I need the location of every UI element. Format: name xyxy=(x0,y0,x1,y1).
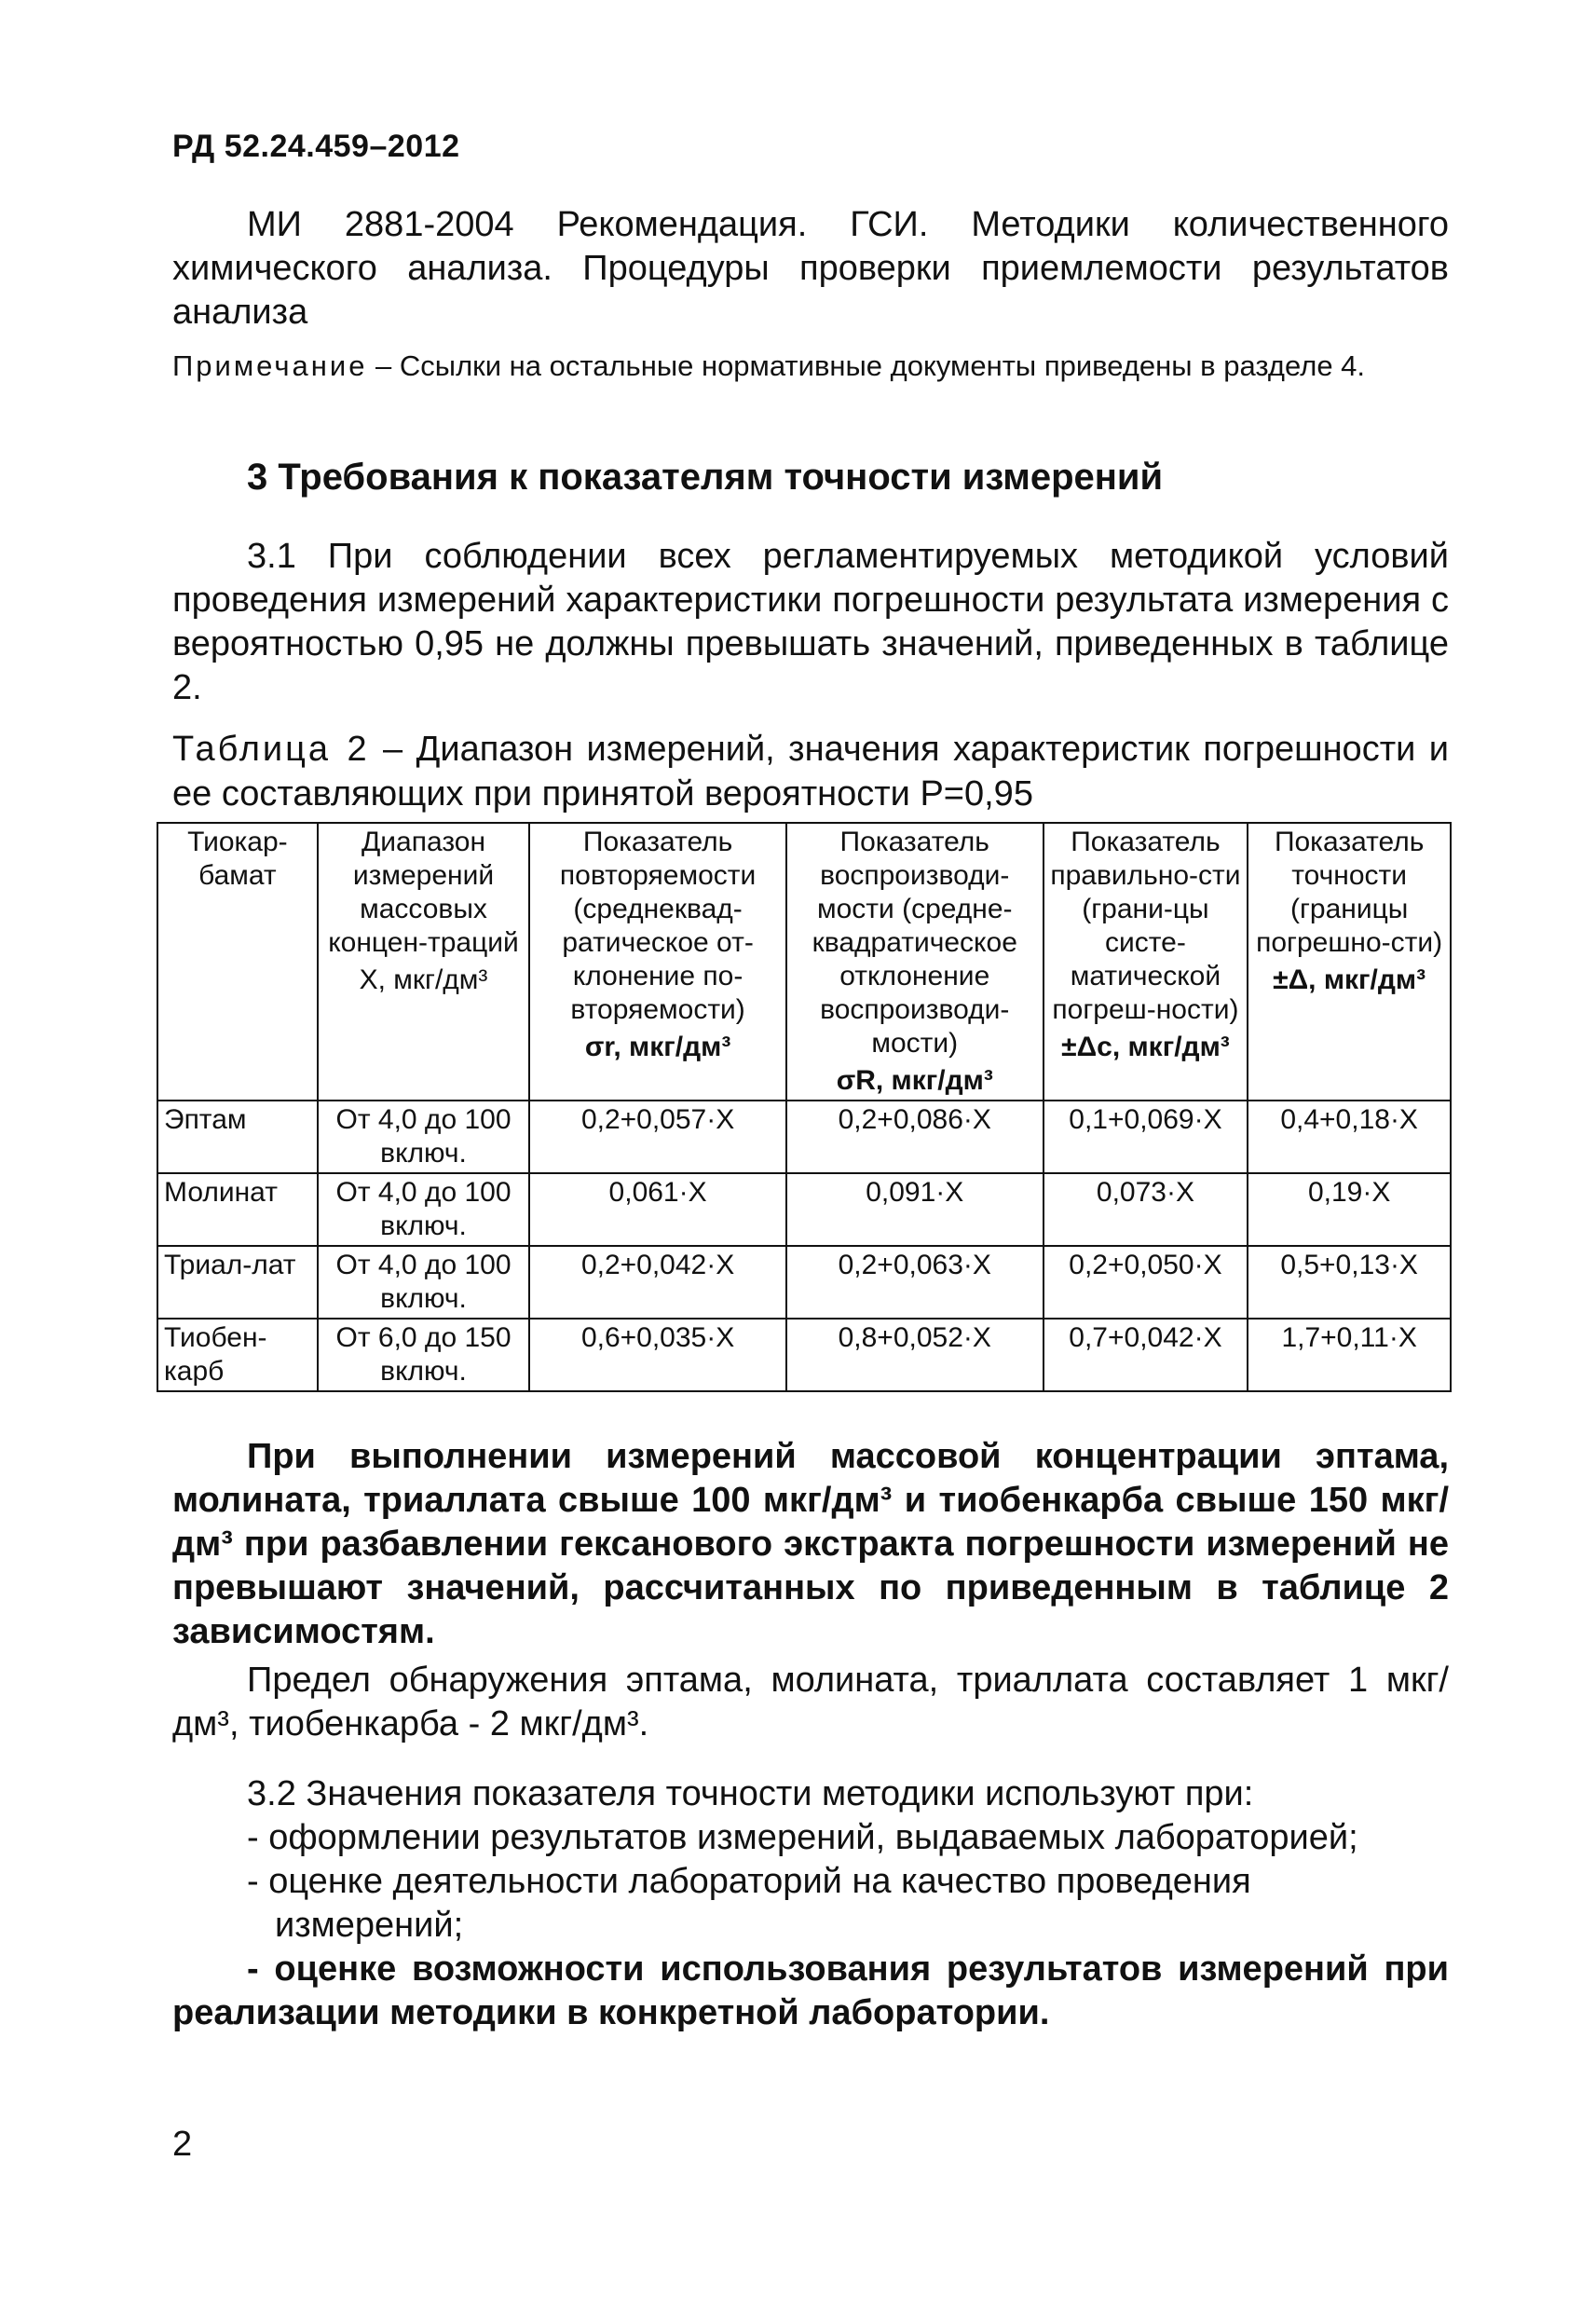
header-thiocarbamate: Тиокар-бамат xyxy=(157,823,318,1101)
paragraph-after-table xyxy=(172,1435,1449,1654)
table-cell: Тиобен-карб xyxy=(157,1319,318,1391)
table-row xyxy=(157,1101,1451,1173)
table-cell: 0,2+0,050·X xyxy=(1044,1246,1248,1319)
detection-limit-text: Предел обнаружения эптама, молината, триаллата составляет 1 мкг/дм³, тиобенкарба - 2 мкг/дм³. xyxy=(172,1661,1449,1744)
header-unit: X, мкг/дм³ xyxy=(359,964,488,995)
header-accuracy: Показатель точности (границы погрешно-сти) ±Δ, мкг/дм³ xyxy=(1248,823,1451,1101)
page-number: 2 xyxy=(172,2125,193,2164)
reference-mi-2881 xyxy=(172,203,1449,335)
table-cell: 0,19·X xyxy=(1248,1173,1451,1246)
table-cell: 0,091·X xyxy=(786,1173,1044,1246)
table-cell: 0,7+0,042·X xyxy=(1044,1319,1248,1391)
note-text: – Ссылки на остальные нормативные документы приведены в разделе 4. xyxy=(367,349,1366,382)
table-row xyxy=(157,1246,1451,1319)
header-unit: ±Δ, мкг/дм³ xyxy=(1273,964,1426,995)
list-item: - оценке возможности использования результатов измерений при реализации методики в конкретной лаборатории. xyxy=(172,1949,1449,2032)
list-item: - оценке деятельности лабораторий на качество проведения измерений; xyxy=(247,1862,1251,1945)
header-trueness: Показатель правильно-сти (грани-цы систе-матической погреш-ности) ±Δс, мкг/дм³ xyxy=(1044,823,1248,1101)
table-caption-label: Таблица 2 xyxy=(172,730,370,769)
table-cell: От 4,0 до 100 включ. xyxy=(318,1101,530,1173)
table-cell: От 4,0 до 100 включ. xyxy=(318,1246,530,1319)
table-caption-text: – Диапазон измерений, значения характеристик погрешности и ее составляющих при принятой вероятности P=0,95 xyxy=(172,730,1449,814)
table-cell: 1,7+0,11·X xyxy=(1248,1319,1451,1391)
paragraph-3-1 xyxy=(172,535,1449,710)
section-3-title: 3 Требования к показателям точности измерений xyxy=(247,457,1164,498)
table-cell: От 6,0 до 150 включ. xyxy=(318,1319,530,1391)
table-cell: От 4,0 до 100 включ. xyxy=(318,1173,530,1246)
table-cell: Триал-лат xyxy=(157,1246,318,1319)
header-unit: σR, мкг/дм³ xyxy=(836,1065,993,1096)
detection-limit xyxy=(172,1659,1449,1746)
table-cell: 0,4+0,18·X xyxy=(1248,1101,1451,1173)
paragraph-3-1-text: 3.1 При соблюдении всех регламентируемых методикой условий проведения измерений характеристики погрешности результата измерения с вероятностью 0,95 не должны превышать значений, приведенных в таблице 2. xyxy=(172,537,1449,707)
table-caption xyxy=(172,727,1449,816)
table-row xyxy=(157,1319,1451,1391)
table-cell: 0,1+0,069·X xyxy=(1044,1101,1248,1173)
table-cell: 0,061·X xyxy=(529,1173,786,1246)
dilution-paragraph: При выполнении измерений массовой концентрации эптама, молината, триаллата свыше 100 мкг/дм³ и тиобенкарба свыше 150 мкг/дм³ при разбавлении гексанового экстракта погрешности измерений не превышают значений, рассчитанных по приведенным в таблице 2 зависимостям. xyxy=(172,1437,1449,1651)
table-cell: 0,2+0,063·X xyxy=(786,1246,1044,1319)
paragraph-3-2-intro: 3.2 Значения показателя точности методики используют при: xyxy=(247,1774,1254,1813)
table-cell: 0,2+0,086·X xyxy=(786,1101,1044,1173)
table-cell: 0,6+0,035·X xyxy=(529,1319,786,1391)
note xyxy=(172,347,1449,386)
section-heading xyxy=(172,457,1449,499)
document-code: РД 52.24.459–2012 xyxy=(172,129,460,164)
header-range: Диапазон измерений массовых концен-траций X, мкг/дм³ xyxy=(318,823,530,1101)
table-2 xyxy=(157,822,1452,1392)
note-label: Примечание xyxy=(172,349,368,382)
table-cell: Эптам xyxy=(157,1101,318,1173)
table-cell: 0,5+0,13·X xyxy=(1248,1246,1451,1319)
list-item: - оформлении результатов измерений, выдаваемых лабораторией; xyxy=(247,1818,1358,1857)
table-cell: 0,073·X xyxy=(1044,1173,1248,1246)
table-cell: 0,2+0,042·X xyxy=(529,1246,786,1319)
table-cell: 0,2+0,057·X xyxy=(529,1101,786,1173)
table-cell: 0,8+0,052·X xyxy=(786,1319,1044,1391)
table-header-row xyxy=(157,823,1451,1101)
header-unit: σr, мкг/дм³ xyxy=(584,1032,731,1062)
reference-text: МИ 2881-2004 Рекомендация. ГСИ. Методики количественного химического анализа. Процедуры проверки приемлемости результатов анализа xyxy=(172,205,1449,332)
header-repeatability: Показатель повторяемости (среднеквад-ратическое от-клонение по-вторяемости) σr, мкг/дм³ xyxy=(529,823,786,1101)
header-unit: ±Δс, мкг/дм³ xyxy=(1061,1032,1230,1062)
table-cell: Молинат xyxy=(157,1173,318,1246)
paragraph-3-2 xyxy=(172,1772,1449,2035)
header-reproducibility: Показатель воспроизводи-мости (средне-квадратическое отклонение воспроизводи-мости) σR, мкг/дм³ xyxy=(786,823,1044,1101)
table-row xyxy=(157,1173,1451,1246)
